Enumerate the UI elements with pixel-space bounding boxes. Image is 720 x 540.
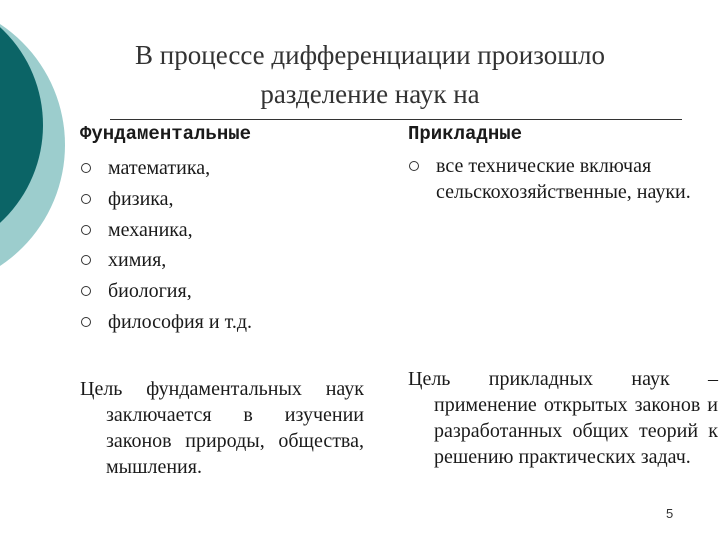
list-item: физика, bbox=[80, 184, 380, 215]
list-item: химия, bbox=[80, 245, 380, 276]
applied-goal-text: Цель прикладных наук – применение открытых законов и разработанных общих теорий к решению практических задач. bbox=[408, 368, 718, 468]
bullet-circle-icon bbox=[81, 286, 91, 296]
fundamental-list bbox=[80, 153, 380, 338]
title-divider bbox=[110, 119, 682, 120]
title-line-2: разделение наук на bbox=[260, 79, 480, 109]
bullet-circle-icon bbox=[81, 163, 91, 173]
title-line-1: В процессе дифференциации произошло bbox=[135, 40, 605, 70]
bullet-circle-icon bbox=[81, 225, 91, 235]
applied-heading: Прикладные bbox=[408, 123, 523, 145]
list-item: все технические включая сельскохозяйственные, науки. bbox=[408, 153, 698, 205]
fundamental-goal-text: Цель фундаментальных наук заключается в изучении законов природы, общества, мышления. bbox=[80, 378, 364, 478]
slide-title bbox=[70, 36, 670, 114]
page-number: 5 bbox=[666, 506, 674, 521]
applied-list bbox=[408, 153, 698, 205]
list-item: механика, bbox=[80, 215, 380, 246]
bullet-circle-icon bbox=[81, 194, 91, 204]
bullet-circle-icon bbox=[409, 161, 419, 171]
list-item: математика, bbox=[80, 153, 380, 184]
bullet-circle-icon bbox=[81, 317, 91, 327]
fundamental-heading: Фундаментальные bbox=[80, 123, 252, 145]
list-item: биология, bbox=[80, 276, 380, 307]
list-item: философия и т.д. bbox=[80, 307, 380, 338]
bullet-circle-icon bbox=[81, 255, 91, 265]
